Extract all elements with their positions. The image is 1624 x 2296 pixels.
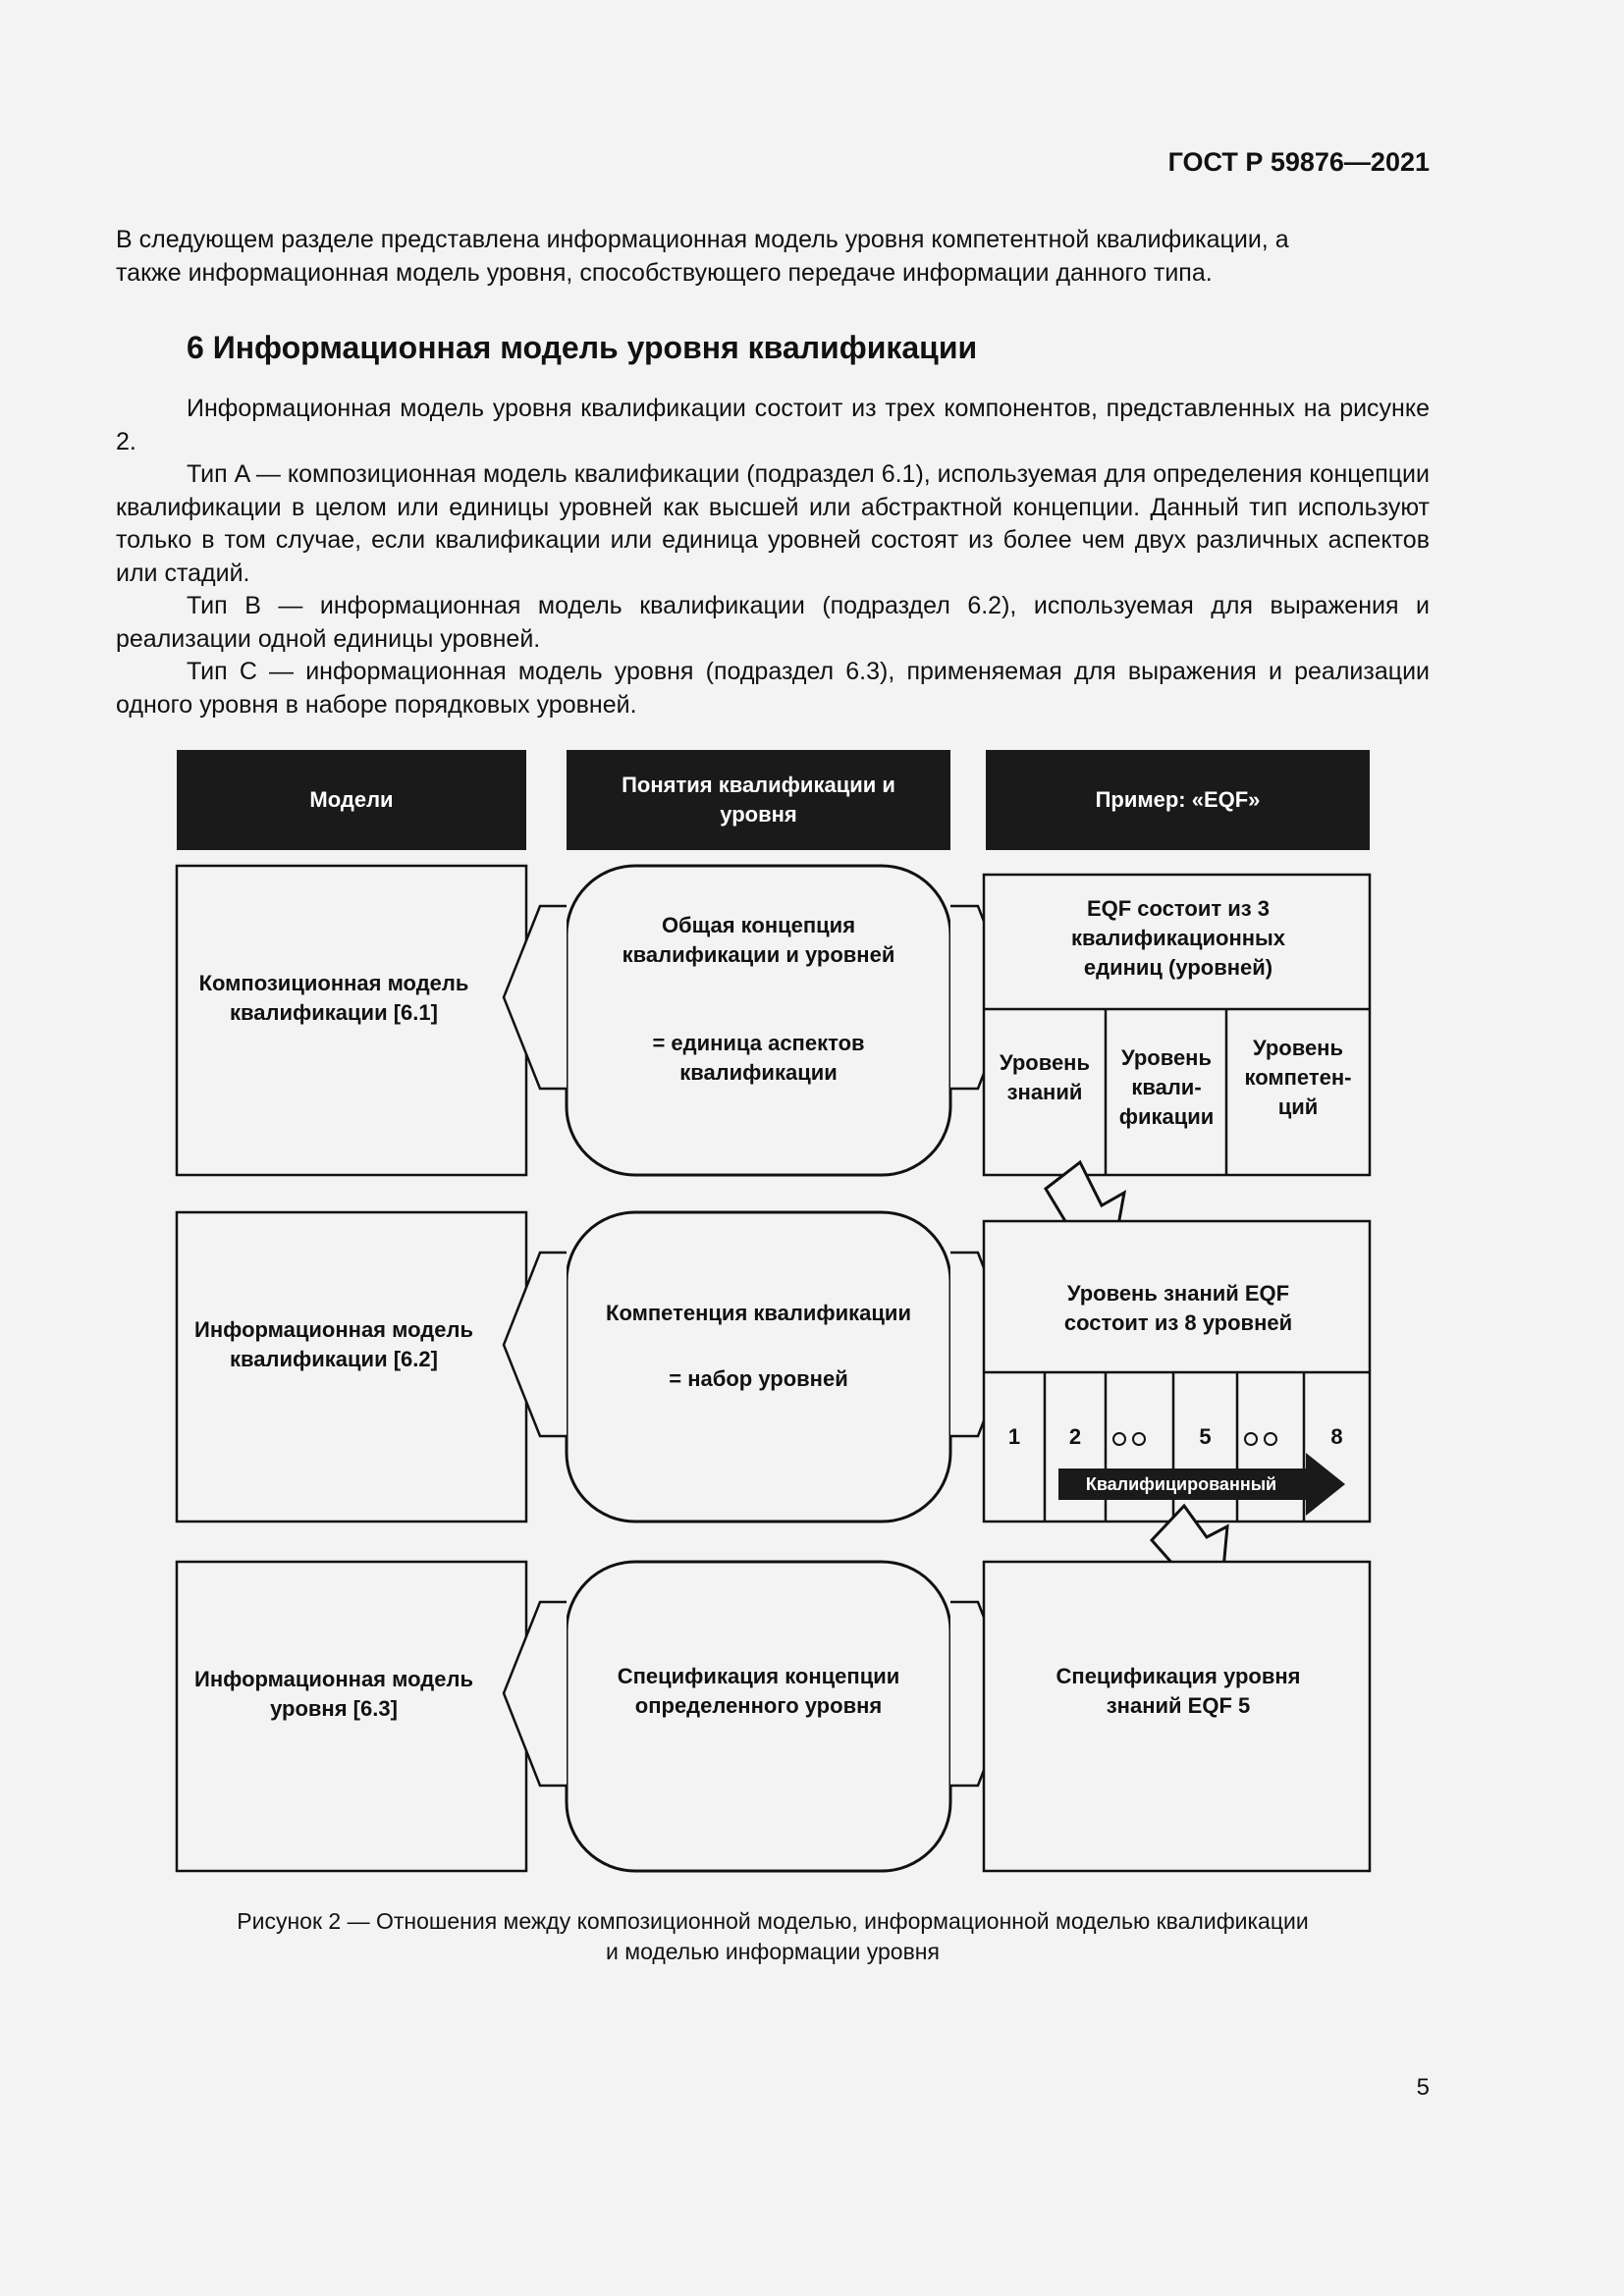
figure-caption [116,1906,1430,1967]
intro-paragraph [116,224,1430,290]
model-label-1: Композиционная модель квалификации [6.1] [198,971,469,1025]
level-8: 8 [1330,1424,1343,1449]
page-number: 5 [1416,2074,1430,2101]
header-models: Модели [309,787,394,812]
model-label-2: Информационная модель квалификации [6.2] [194,1317,473,1371]
paragraph: Тип A — композиционная модель квалификации (подраздел 6.1), используемая для определения концепции квалификации в целом или единицы уровней как высшей или абстрактной концепции. Данный тип используют только в том случае, если квалификации или единица уровней состоят из более чем двух различных аспектов или стадий. [116,460,1430,587]
example-1-cell-competence: Уровень компетен-ций [1244,1036,1352,1119]
caption-line-2: и моделью информации уровня [606,1939,940,1964]
intro-line-1: В следующем разделе представлена информационная модель уровня компетентной квалификации, а [116,226,1289,253]
example-1-cell-knowledge: Уровень знаний [999,1050,1090,1104]
header-concepts: Понятия квалификации и уровня [622,773,895,827]
paragraph: Информационная модель уровня квалификации состоит из трех компонентов, представленных на рисунке 2. [116,395,1430,455]
level-1: 1 [1007,1424,1021,1449]
concept-2-line-1: Компетенция квалификации [606,1301,911,1325]
example-1-cell-qualification: Уровень квали-фикации [1118,1045,1215,1129]
paragraph: Тип C — информационная модель уровня (подраздел 6.3), применяемая для выражения и реализации одного уровня в наборе порядковых уровней. [116,658,1430,719]
section-title: 6 Информационная модель уровня квалификации [187,330,978,365]
header-example: Пример: «EQF» [1095,787,1261,812]
caption-line-1: Рисунок 2 — Отношения между композиционной моделью, информационной моделью квалификации [237,1908,1309,1934]
body-text [116,393,1430,721]
example-1-title: EQF состоит из 3 квалификационных единиц (уровней) [1070,896,1286,980]
figure-2-diagram [167,744,1384,1883]
concept-1-line-2: = единица аспектов квалификации [652,1031,865,1085]
qualified-arrow-label: Квалифицированный [1085,1474,1277,1494]
level-5: 5 [1199,1424,1212,1449]
level-2: 2 [1068,1424,1082,1449]
concept-1-line-1: Общая концепция квалификации и уровней [622,913,895,967]
document-id: ГОСТ Р 59876—2021 [1167,147,1430,177]
intro-line-2: также информационная модель уровня, способствующего передаче информации данного типа. [116,258,1213,287]
example-3-title: Спецификация уровня знаний EQF 5 [1056,1664,1301,1718]
example-2-title: Уровень знаний EQF состоит из 8 уровней [1063,1281,1293,1335]
paragraph: Тип B — информационная модель квалификации (подраздел 6.2), используемая для выражения и реализации одной единицы уровней. [116,592,1430,653]
model-label-3: Информационная модель уровня [6.3] [194,1667,473,1721]
concept-3-line-1: Спецификация концепции определенного уровня [617,1664,900,1718]
concept-2-line-2: = набор уровней [669,1366,848,1391]
